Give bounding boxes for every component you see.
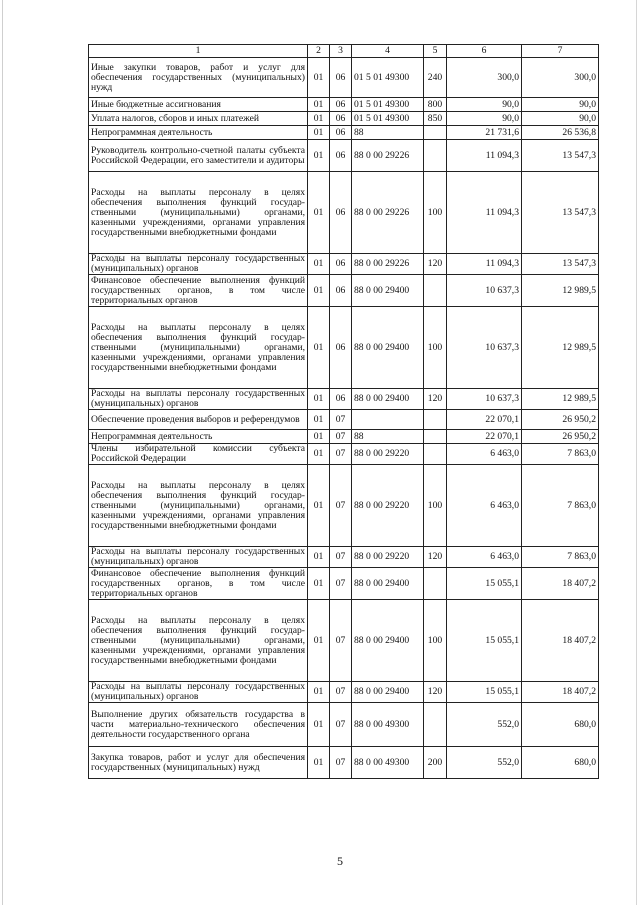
row-section-cell: 01: [308, 703, 330, 747]
row-amount-year2-cell: 90,0: [522, 98, 599, 112]
row-amount-year2-cell: 26 536,8: [522, 126, 599, 140]
row-subsection-cell: 07: [330, 568, 352, 600]
row-amount-year2-cell: 18 407,2: [522, 568, 599, 600]
header-cell-3: 3: [330, 45, 352, 58]
row-section-cell: 01: [308, 389, 330, 410]
row-target-article-cell: 01 5 01 49300: [352, 112, 424, 126]
row-target-article-cell: 88 0 00 49300: [352, 747, 424, 779]
header-cell-7: 7: [522, 45, 599, 58]
row-name-cell: Руководитель контрольно-счетной палаты субъекта Российской Федерации, его заместители и аудиторы: [89, 140, 308, 172]
row-name-cell: Расходы на выплаты персоналу в целях обеспечения выполнения функций государственными (муниципальными) органами, казенными учреждениями, органами управления государственными внебюджетными фондами: [89, 600, 308, 682]
row-amount-year1-cell: 15 055,1: [447, 600, 522, 682]
row-expense-type-cell: [424, 126, 447, 140]
row-target-article-cell: 88 0 00 29220: [352, 465, 424, 547]
row-name-cell: Непрограммная деятельность: [89, 430, 308, 444]
row-name-cell: Выполнение других обязательств государства в части материально-технического обеспечения деятельности государственного органа: [89, 703, 308, 747]
row-amount-year1-cell: 22 070,1: [447, 410, 522, 430]
header-cell-5: 5: [424, 45, 447, 58]
row-expense-type-cell: [424, 430, 447, 444]
row-expense-type-cell: 120: [424, 682, 447, 703]
row-section-cell: 01: [308, 682, 330, 703]
row-subsection-cell: 07: [330, 465, 352, 547]
row-section-cell: 01: [308, 465, 330, 547]
row-subsection-cell: 07: [330, 703, 352, 747]
row-target-article-cell: 01 5 01 49300: [352, 58, 424, 98]
row-amount-year1-cell: 15 055,1: [447, 682, 522, 703]
row-amount-year1-cell: 10 637,3: [447, 275, 522, 307]
table-row: [89, 430, 599, 444]
row-target-article-cell: [352, 410, 424, 430]
row-amount-year2-cell: 13 547,3: [522, 254, 599, 275]
row-expense-type-cell: 100: [424, 600, 447, 682]
row-amount-year2-cell: 300,0: [522, 58, 599, 98]
row-section-cell: 01: [308, 410, 330, 430]
row-section-cell: 01: [308, 307, 330, 389]
row-name-cell: Обеспечение проведения выборов и референдумов: [89, 410, 308, 430]
row-amount-year1-cell: 10 637,3: [447, 389, 522, 410]
table-row: [89, 547, 599, 568]
row-target-article-cell: 01 5 01 49300: [352, 98, 424, 112]
row-target-article-cell: 88: [352, 430, 424, 444]
row-name-cell: Иные закупки товаров, работ и услуг для обеспечения государственных (муниципальных) нужд: [89, 58, 308, 98]
row-amount-year2-cell: 26 950,2: [522, 430, 599, 444]
budget-table: [88, 44, 599, 779]
row-expense-type-cell: 120: [424, 389, 447, 410]
table-row: [89, 58, 599, 98]
row-expense-type-cell: 120: [424, 547, 447, 568]
table-row: [89, 275, 599, 307]
table-row: [89, 568, 599, 600]
row-expense-type-cell: 850: [424, 112, 447, 126]
row-amount-year2-cell: 680,0: [522, 703, 599, 747]
row-section-cell: 01: [308, 547, 330, 568]
row-expense-type-cell: [424, 140, 447, 172]
row-expense-type-cell: [424, 568, 447, 600]
table-row: [89, 98, 599, 112]
row-name-cell: Закупка товаров, работ и услуг для обеспечения государственных (муниципальных) нужд: [89, 747, 308, 779]
row-target-article-cell: 88 0 00 29226: [352, 254, 424, 275]
row-target-article-cell: 88 0 00 29220: [352, 547, 424, 568]
row-section-cell: 01: [308, 172, 330, 254]
row-amount-year1-cell: 10 637,3: [447, 307, 522, 389]
row-expense-type-cell: 100: [424, 172, 447, 254]
row-amount-year1-cell: 6 463,0: [447, 444, 522, 465]
table-row: [89, 254, 599, 275]
row-amount-year1-cell: 11 094,3: [447, 140, 522, 172]
table-row: [89, 747, 599, 779]
row-amount-year1-cell: 6 463,0: [447, 547, 522, 568]
row-expense-type-cell: 120: [424, 254, 447, 275]
row-subsection-cell: 06: [330, 307, 352, 389]
row-amount-year2-cell: 26 950,2: [522, 410, 599, 430]
row-target-article-cell: 88 0 00 29226: [352, 172, 424, 254]
row-amount-year1-cell: 11 094,3: [447, 254, 522, 275]
header-row: [89, 45, 599, 58]
header-cell-4: 4: [352, 45, 424, 58]
row-target-article-cell: 88 0 00 29400: [352, 682, 424, 703]
row-subsection-cell: 07: [330, 410, 352, 430]
row-amount-year2-cell: 90,0: [522, 112, 599, 126]
row-section-cell: 01: [308, 275, 330, 307]
row-expense-type-cell: 100: [424, 307, 447, 389]
row-name-cell: Непрограммная деятельность: [89, 126, 308, 140]
row-amount-year2-cell: 12 989,5: [522, 389, 599, 410]
table-row: [89, 465, 599, 547]
row-subsection-cell: 07: [330, 747, 352, 779]
row-subsection-cell: 06: [330, 98, 352, 112]
row-amount-year1-cell: 300,0: [447, 58, 522, 98]
row-amount-year2-cell: 12 989,5: [522, 275, 599, 307]
row-subsection-cell: 06: [330, 389, 352, 410]
row-section-cell: 01: [308, 444, 330, 465]
row-subsection-cell: 06: [330, 254, 352, 275]
row-section-cell: 01: [308, 126, 330, 140]
table-row: [89, 389, 599, 410]
row-subsection-cell: 07: [330, 600, 352, 682]
row-name-cell: Расходы на выплаты персоналу в целях обеспечения выполнения функций государственными (муниципальными) органами, казенными учреждениями, органами управления государственными внебюджетными фондами: [89, 307, 308, 389]
row-subsection-cell: 07: [330, 547, 352, 568]
row-amount-year2-cell: 13 547,3: [522, 172, 599, 254]
row-target-article-cell: 88 0 00 29400: [352, 307, 424, 389]
row-name-cell: Иные бюджетные ассигнования: [89, 98, 308, 112]
page-number: 5: [337, 854, 343, 868]
table-row: [89, 140, 599, 172]
table-row: [89, 172, 599, 254]
table-row: [89, 126, 599, 140]
row-name-cell: Расходы на выплаты персоналу в целях обеспечения выполнения функций государственными (муниципальными) органами, казенными учреждениями, органами управления государственными внебюджетными фондами: [89, 172, 308, 254]
row-target-article-cell: 88 0 00 29226: [352, 140, 424, 172]
row-expense-type-cell: [424, 444, 447, 465]
row-name-cell: Расходы на выплаты персоналу государственных (муниципальных) органов: [89, 254, 308, 275]
row-subsection-cell: 07: [330, 430, 352, 444]
row-amount-year1-cell: 552,0: [447, 703, 522, 747]
row-expense-type-cell: [424, 275, 447, 307]
row-name-cell: Расходы на выплаты персоналу государственных (муниципальных) органов: [89, 547, 308, 568]
page-edge-right: [636, 0, 637, 905]
row-section-cell: 01: [308, 568, 330, 600]
header-cell-1: 1: [89, 45, 308, 58]
row-subsection-cell: 06: [330, 275, 352, 307]
row-amount-year1-cell: 11 094,3: [447, 172, 522, 254]
row-target-article-cell: 88 0 00 49300: [352, 703, 424, 747]
row-subsection-cell: 06: [330, 172, 352, 254]
table-row: [89, 307, 599, 389]
row-target-article-cell: 88 0 00 29400: [352, 275, 424, 307]
row-expense-type-cell: 800: [424, 98, 447, 112]
table-row: [89, 682, 599, 703]
page-edge-left: [2, 0, 3, 905]
row-amount-year2-cell: 7 863,0: [522, 547, 599, 568]
row-expense-type-cell: 100: [424, 465, 447, 547]
row-expense-type-cell: 240: [424, 58, 447, 98]
row-amount-year1-cell: 22 070,1: [447, 430, 522, 444]
row-name-cell: Расходы на выплаты персоналу в целях обеспечения выполнения функций государственными (муниципальными) органами, казенными учреждениями, органами управления государственными внебюджетными фондами: [89, 465, 308, 547]
row-subsection-cell: 07: [330, 682, 352, 703]
table-row: [89, 703, 599, 747]
row-target-article-cell: 88 0 00 29400: [352, 568, 424, 600]
row-section-cell: 01: [308, 254, 330, 275]
header-cell-2: 2: [308, 45, 330, 58]
row-section-cell: 01: [308, 98, 330, 112]
row-subsection-cell: 06: [330, 140, 352, 172]
table-body: [89, 45, 599, 779]
row-section-cell: 01: [308, 747, 330, 779]
row-target-article-cell: 88 0 00 29400: [352, 389, 424, 410]
row-name-cell: Расходы на выплаты персоналу государственных (муниципальных) органов: [89, 682, 308, 703]
row-name-cell: Финансовое обеспечение выполнения функций государственных органов, в том числе территориальных органов: [89, 275, 308, 307]
table-row: [89, 112, 599, 126]
row-amount-year1-cell: 90,0: [447, 112, 522, 126]
row-section-cell: 01: [308, 58, 330, 98]
row-name-cell: Расходы на выплаты персоналу государственных (муниципальных) органов: [89, 389, 308, 410]
row-name-cell: Финансовое обеспечение выполнения функций государственных органов, в том числе территориальных органов: [89, 568, 308, 600]
row-amount-year2-cell: 18 407,2: [522, 682, 599, 703]
row-amount-year1-cell: 6 463,0: [447, 465, 522, 547]
row-amount-year2-cell: 7 863,0: [522, 444, 599, 465]
row-section-cell: 01: [308, 112, 330, 126]
row-subsection-cell: 06: [330, 58, 352, 98]
row-amount-year1-cell: 552,0: [447, 747, 522, 779]
row-target-article-cell: 88: [352, 126, 424, 140]
row-section-cell: 01: [308, 600, 330, 682]
table-row: [89, 600, 599, 682]
row-subsection-cell: 06: [330, 126, 352, 140]
header-cell-6: 6: [447, 45, 522, 58]
table-row: [89, 444, 599, 465]
row-expense-type-cell: [424, 703, 447, 747]
row-amount-year1-cell: 90,0: [447, 98, 522, 112]
row-amount-year2-cell: 680,0: [522, 747, 599, 779]
row-expense-type-cell: 200: [424, 747, 447, 779]
row-section-cell: 01: [308, 430, 330, 444]
row-subsection-cell: 07: [330, 444, 352, 465]
row-target-article-cell: 88 0 00 29220: [352, 444, 424, 465]
row-amount-year2-cell: 18 407,2: [522, 600, 599, 682]
row-section-cell: 01: [308, 140, 330, 172]
row-amount-year1-cell: 21 731,6: [447, 126, 522, 140]
table-row: [89, 410, 599, 430]
row-amount-year2-cell: 12 989,5: [522, 307, 599, 389]
row-expense-type-cell: [424, 410, 447, 430]
row-amount-year2-cell: 13 547,3: [522, 140, 599, 172]
row-amount-year2-cell: 7 863,0: [522, 465, 599, 547]
row-subsection-cell: 06: [330, 112, 352, 126]
row-target-article-cell: 88 0 00 29400: [352, 600, 424, 682]
row-name-cell: Уплата налогов, сборов и иных платежей: [89, 112, 308, 126]
row-name-cell: Члены избирательной комиссии субъекта Российской Федерации: [89, 444, 308, 465]
row-amount-year1-cell: 15 055,1: [447, 568, 522, 600]
